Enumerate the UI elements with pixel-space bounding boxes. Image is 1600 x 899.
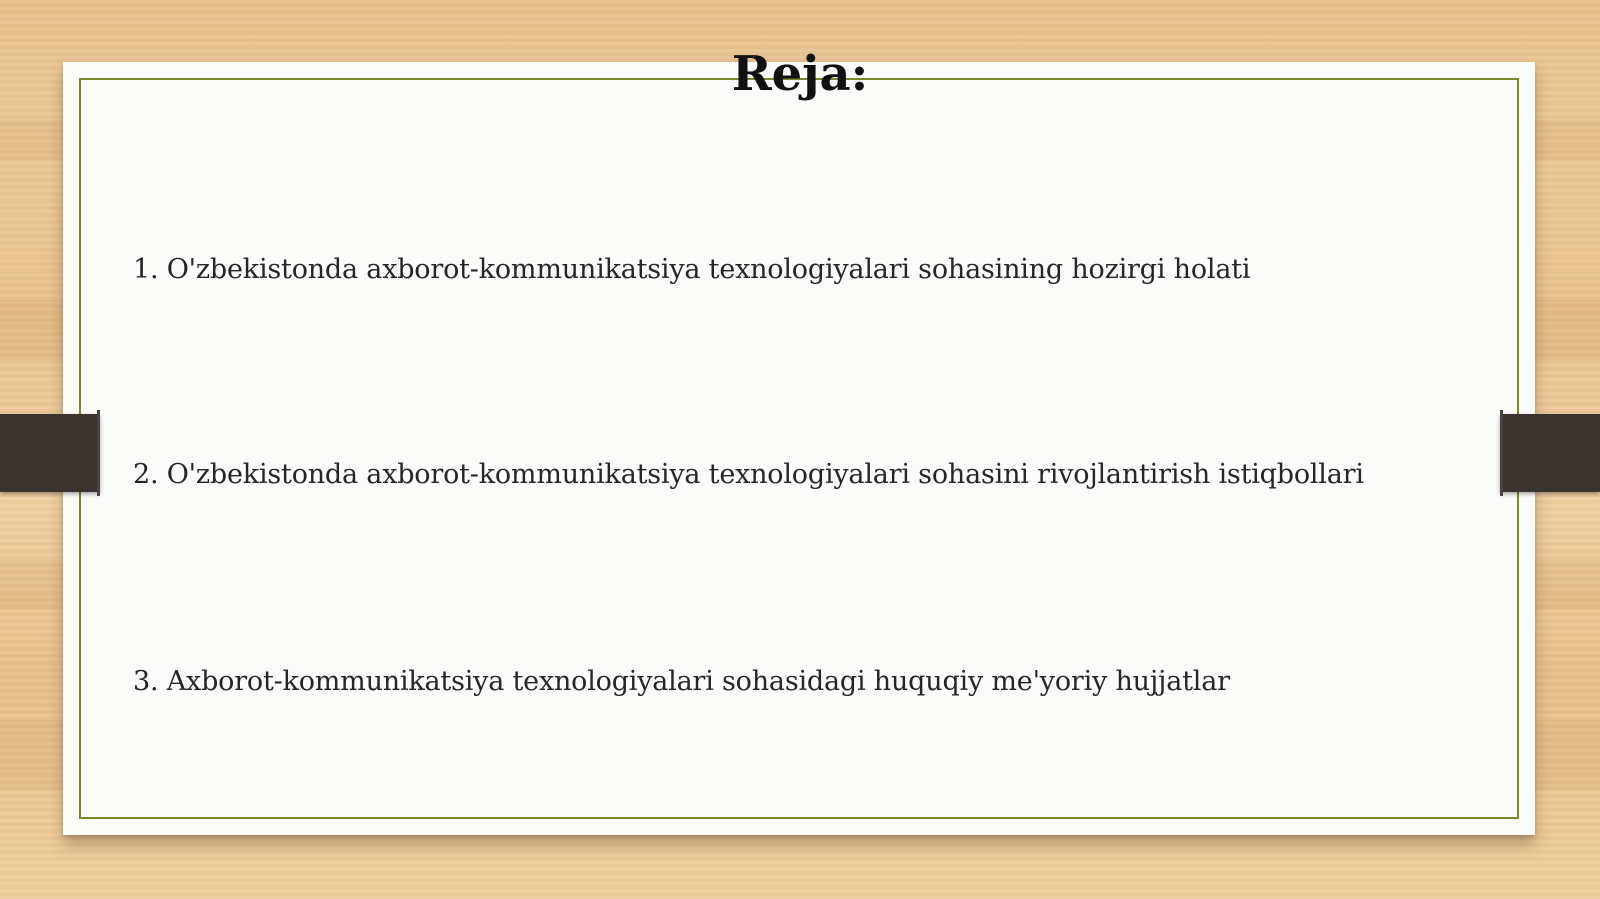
plan-item-1: 1. O'zbekistonda axborot-kommunikatsiya texnologiyalari sohasining hozirgi holati xyxy=(133,254,1251,285)
slide-title: Reja: xyxy=(731,46,869,102)
left-tape-strip xyxy=(0,414,100,492)
plan-item-3: 3. Axborot-kommunikatsiya texnologiyalari sohasidagi huquqiy me'yoriy hujjatlar xyxy=(133,666,1230,697)
card-inner-border xyxy=(79,78,1519,819)
plan-item-2: 2. O'zbekistonda axborot-kommunikatsiya texnologiyalari sohasini rivojlantirish istiqbollari xyxy=(133,459,1364,490)
slide-card xyxy=(63,62,1535,835)
right-tape-strip xyxy=(1500,414,1600,492)
